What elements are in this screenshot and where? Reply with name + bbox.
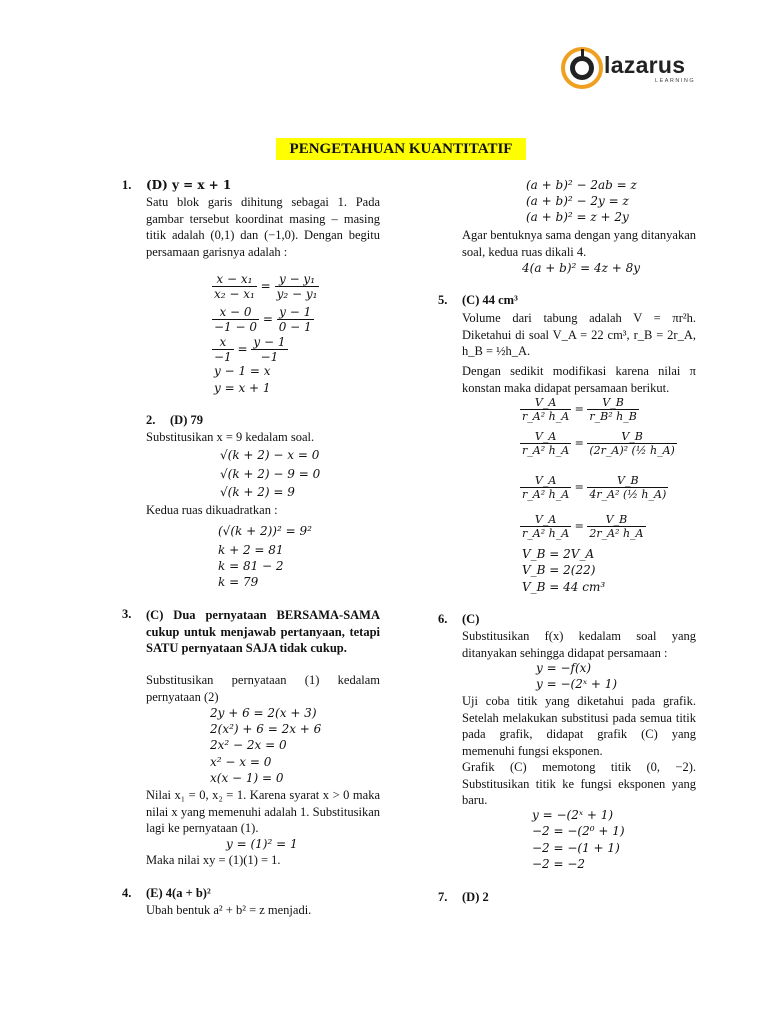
q5-number: 5. xyxy=(438,293,448,307)
q3-text-2: Nilai x₁ = 0, x₂ = 1. Karena syarat x > 0 maka nilai x yang memenuhi adalah 1. Substitusikan lagi ke pernyataan (1). xyxy=(146,788,380,835)
q2-text: Substitusikan x = 9 kedalam soal. xyxy=(146,430,315,444)
q6-eq-6: −2 = −2 xyxy=(532,857,586,871)
q5-eq-1: V_B = 2V_A xyxy=(522,547,595,561)
q4-eq-2: (a + b)² − 2y = z xyxy=(526,194,629,208)
q4-eq-4: 4(a + b)² = 4z + 8y xyxy=(522,261,641,275)
q3-number: 3. xyxy=(122,607,132,621)
q4-answer: (E) 4(a + b)² xyxy=(146,886,211,900)
q2-eq-5: k + 2 = 81 xyxy=(218,543,284,557)
q2-text-2: Kedua ruas dikuadratkan : xyxy=(146,503,278,517)
q5-formula-4: $\frac{V\_A}{\text{r\_A² h\_A}}$ = $\frac{V\_B}{\text{2r\_A² h\_A}}$ xyxy=(522,513,644,540)
q5-formula-2: $\frac{V\_A}{\text{r\_A² h\_A}}$ = $\frac{V\_B}{\text{(2r\_A)² (½ h\_A)}}$ xyxy=(522,430,675,457)
q3-eq-6: y = (1)² = 1 xyxy=(226,837,298,851)
q6-text-3: Grafik (C) memotong titik (0, −2). Substitusikan titik ke fungsi eksponen yang baru. xyxy=(462,760,696,807)
q5-formula-1: $\frac{V\_A}{\text{r\_A² h\_A}}$ = $\frac{V\_B}{\text{r\_B² h\_B}}$ xyxy=(522,396,637,423)
q5-text: Volume dari tabung adalah V = πr²h. Diketahui di soal V_A = 22 cm³, r_B = 2r_A, h_B = ½h_A. xyxy=(462,311,696,358)
q1-eq-2: y = x + 1 xyxy=(214,381,271,395)
q6-eq-3: y = −(2ˣ + 1) xyxy=(532,808,614,822)
q6-text: Substitusikan f(x) kedalam soal yang ditanyakan sehingga didapat persamaan : xyxy=(462,629,696,660)
q6-eq-4: −2 = −(2⁰ + 1) xyxy=(532,824,625,838)
q1-eq-1: y − 1 = x xyxy=(214,364,271,378)
q3-text-3: Maka nilai xy = (1)(1) = 1. xyxy=(146,853,281,867)
q3-text: Substitusikan pernyataan (1) kedalam pernyataan (2) xyxy=(146,673,380,704)
q6-eq-2: y = −(2ˣ + 1) xyxy=(536,677,618,691)
q2-eq-1: √(k + 2) − x = 0 xyxy=(220,448,320,462)
q5-eq-2: V_B = 2(22) xyxy=(522,563,596,577)
q2-answer: (D) 79 xyxy=(170,413,203,427)
page-title: PENGETAHUAN KUANTITATIF xyxy=(276,138,526,160)
q5-answer: (C) 44 cm³ xyxy=(462,293,518,307)
q1-formula-3: $\frac{x}{-1}$ = $\frac{y - 1}{-1}$ xyxy=(214,335,286,364)
q2-eq-6: k = 81 − 2 xyxy=(218,559,284,573)
q6-answer: (C) xyxy=(462,612,480,626)
q4-text: Ubah bentuk a² + b² = z menjadi. xyxy=(146,903,312,917)
q1-number: 1. xyxy=(122,178,132,192)
q1-answer: (D) y = x + 1 xyxy=(146,178,232,192)
q5-text-2: Dengan sedikit modifikasi karena nilai π konstan maka didapat persamaan berikut. xyxy=(462,364,696,395)
q6-eq-5: −2 = −(1 + 1) xyxy=(532,841,620,855)
q6-eq-1: y = −f(x) xyxy=(536,661,592,675)
q2-eq-2: √(k + 2) − 9 = 0 xyxy=(220,467,321,481)
q2-number: 2. xyxy=(146,413,156,427)
q1-formula-1: $\frac{\text{x − x₁}}{\text{x₂ − x₁}}$ = $\frac{\text{y − y₁}}{\text{y₂ − y₁}}$ xyxy=(214,272,318,301)
q3-eq-5: x(x − 1) = 0 xyxy=(210,771,284,785)
q3-eq-3: 2x² − 2x = 0 xyxy=(210,738,287,752)
q3-answer: (C) Dua pernyataan BERSAMA-SAMA cukup untuk menjawab pertanyaan, tetapi SATU pernyataan SAJA tidak cukup. xyxy=(146,608,380,655)
q4-eq-3: (a + b)² = z + 2y xyxy=(526,210,629,224)
q2-eq-3: √(k + 2) = 9 xyxy=(220,485,295,499)
q7-answer: (D) 2 xyxy=(462,890,489,904)
q6-number: 6. xyxy=(438,612,448,626)
q4-text-2: Agar bentuknya sama dengan yang ditanyakan soal, kedua ruas dikali 4. xyxy=(462,228,696,259)
q4-eq-1: (a + b)² − 2ab = z xyxy=(526,178,637,192)
q4-number: 4. xyxy=(122,886,132,900)
q1-formula-2: $\frac{x - 0}{-1 - 0}$ = $\frac{y - 1}{0 - 1}$ xyxy=(214,305,312,334)
q3-eq-1: 2y + 6 = 2(x + 3) xyxy=(210,706,317,720)
q2-eq-7: k = 79 xyxy=(218,575,259,589)
q3-eq-4: x² − x = 0 xyxy=(210,755,272,769)
q3-eq-2: 2(x²) + 6 = 2x + 6 xyxy=(210,722,322,736)
logo-wordmark: lazarus xyxy=(604,52,686,78)
q7-number: 7. xyxy=(438,890,448,904)
q1-text: Satu blok garis dihitung sebagai 1. Pada gambar tersebut koordinat masing – masing titik adalah (0,1) dan (−1,0). Dengan begitu persamaan garisnya adalah : xyxy=(146,195,380,259)
lazarus-logo-icon xyxy=(561,47,603,89)
q6-text-2: Uji coba titik yang diketahui pada grafik. Setelah melakukan substitusi pada semua titik pada grafik, didapat grafik (C) yang memenuhi fungsi eksponen. xyxy=(462,694,696,758)
q2-eq-4: (√(k + 2))² = 9² xyxy=(218,524,312,538)
q5-formula-3: $\frac{V\_A}{\text{r\_A² h\_A}}$ = $\frac{V\_B}{\text{4r\_A² (½ h\_A)}}$ xyxy=(522,474,667,501)
logo-subtitle: LEARNING xyxy=(655,78,696,84)
q5-eq-3: V_B = 44 cm³ xyxy=(522,580,606,594)
